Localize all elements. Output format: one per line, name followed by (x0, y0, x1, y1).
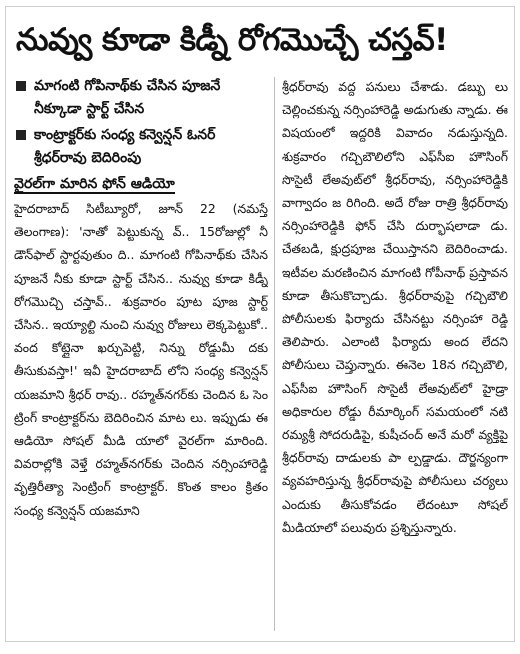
right-column (282, 75, 508, 635)
highlight-text-1: మాగంటి గోపినాథ్‌కు చేసిన పూజనే నీక్కూడా స్టార్ట్ చేసిన (34, 78, 221, 117)
square-bullet-icon (16, 130, 26, 140)
square-bullet-icon (16, 81, 26, 91)
highlight-bullet-1 (14, 75, 268, 121)
right-article-body (282, 75, 508, 539)
newspaper-clipping (5, 6, 515, 642)
headline: నువ్వు కూడా కిడ్నీ రోగమొచ్చే చస్తవ్! (16, 22, 448, 58)
viral-audio-label (14, 173, 268, 195)
highlight-text-2: కాంట్రాక్టర్‌కు సంధ్య కన్వెన్షన్ ఓనర్ శ్రీధర్‌రావు బెదిరింపు (34, 127, 216, 166)
left-body-paragraph: హైదరాబాద్ సిటీబ్యూరో, జూన్ 22 (నమస్తే తెలంగాణ): 'నాతో పెట్టుకున్న వ్.. 15రోజుల్లో నీ డౌన్‌ఫాల్ స్టార్టవుతుం ది.. మాగంటి గోపినాథ్‌కు చేసిన పూజనే నీకు కూడా స్టార్ట్ చేసిన.. నువ్వు కూడా కిడ్నీ రోగమొచ్చి చస్తావ్.. శుక్రవారం పూట పూజ స్టార్ట్ చేసిన.. ఇయ్యాల్టి నుంచి నువ్వు రోజులు లెక్కపెట్టుకో.. వంద కోట్లైనా ఖర్చుపెట్టి, నిన్ను రోడ్డుమీ దకు తీసుకువస్తా!' ఇవీ హైదరాబాద్ లోని సంధ్య కన్వెన్షన్ యజమాని శ్రీధర్ రావు.. రహ్మత్‌నగర్‌కు చెందిన ఓ సెం ట్రింగ్ కాంట్రాక్టర్‌ను బెదిరించిన మాట లు. ఇప్పుడు ఈ ఆడియో సోషల్ మీడి యాలో వైరల్‌గా మారింది. వివరాల్లోకి వెళ్తే రహ్మత్‌నగర్‌కు చెందిన నర్సింహారెడ్డి వృత్తిరీత్యా సెంట్రింగ్ కాంట్రాక్టర్. కొంత కాలం క్రితం సంధ్య కన్వెన్షన్ యజమాని (14, 201, 268, 518)
highlight-bullet-2 (14, 124, 268, 170)
right-body-paragraph: శ్రీధర్‌రావు వద్ద పనులు చేశాడు. డబ్బు లు చెల్లించకున్న నర్సింహారెడ్డి అడుగుతు న్నాడు. ఈ విషయంలో ఇద్దరికి వివాదం నడుస్తున్నది. శుక్రవారం గచ్చిబౌలిలోని ఎఫ్‌సీఐ హౌసింగ్ సొసైటీ లేఅవుట్‌లో శ్రీధర్‌రావు, నర్సింహారెడ్డికి వాగ్వాదం జ రిగింది. అదే రోజు రాత్రి శ్రీధర్‌రావు నర్సింహారెడ్డికి ఫోన్ చేసి దుర్భాషలాడా డు. చేతబడి, క్షుద్రపూజ చేయిస్తానని బెదిరించాడు. ఇటీవల మరణించిన మాగంటి గోపీనాథ్ ప్రస్తావన కూడా తీసుకొచ్చాడు. శ్రీధర్‌రావుపై గచ్చిబౌలి పోలీసులకు ఫిర్యాదు చేసినట్టు నర్సింహా రెడ్డి తెలిపారు. ఎలాంటి ఫిర్యాదు అంద లేదని పోలీసులు చెప్తున్నారు. ఈనెల 18న గచ్చిబౌలి, ఎఫ్‌సీఐ హౌసింగ్ సొసైటీ లేఅవుట్‌లో హైడ్రా అధికారుల రోడ్డు రీమార్కింగ్ సమయంలో నటి రమ్యశ్రీ సోదరుడిపై, కుషీచంద్ అనే మరో వ్యక్తిపై శ్రీధర్‌రావు దాడులకు పా ల్పడ్డాడు. దౌర్జన్యంగా వ్యవహరిస్తున్న శ్రీధర్‌రావుపై పోలీసులు చర్యలు ఎందుకు తీసుకోవడం లేదంటూ సోషల్ మీడియాలో పలువురు ప్రశ్నిస్తున్నారు. (282, 79, 508, 535)
left-article-body (14, 197, 268, 522)
left-column (14, 75, 268, 635)
column-divider (274, 77, 275, 631)
viral-audio-text: వైరల్‌గా మారిన ఫోన్ ఆడియో (14, 176, 175, 192)
